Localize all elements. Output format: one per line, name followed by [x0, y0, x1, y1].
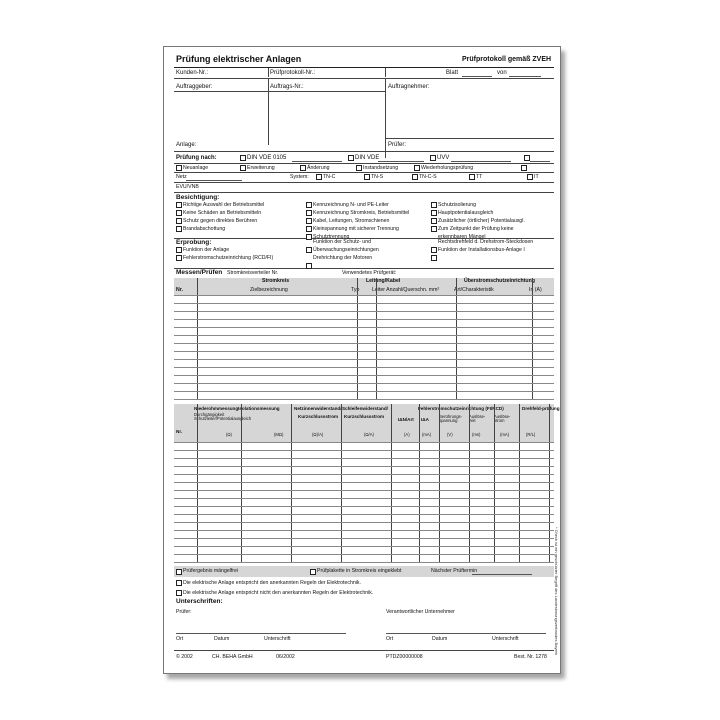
uvv-label: UVV: [437, 155, 450, 161]
table1-row-line: [174, 295, 554, 296]
sig-date-1: Datum: [214, 636, 230, 642]
table2-row-line: [174, 538, 554, 539]
table2-col-line-10: [549, 404, 550, 563]
trial-col2-item-0: Funktion der Schutz- und: [313, 239, 371, 245]
inspection-col3-item-4: erkennbaren Mängel: [438, 234, 486, 240]
table2-row-line: [174, 562, 554, 563]
table2-row-line: [174, 490, 554, 491]
table1-row-line: [174, 351, 554, 352]
checkbox-trial-col2-0[interactable]: [306, 247, 312, 253]
checkbox-inspection-col1-1[interactable]: [176, 210, 182, 216]
inspection-col1-item-1: Keine Schäden an Betriebsmitteln: [183, 210, 262, 216]
table2-col-line-5: [419, 404, 420, 563]
inspector-label: Prüfer:: [388, 142, 407, 148]
checkbox-trial-col1-1[interactable]: [176, 255, 182, 261]
table2-col-line-3: [341, 404, 342, 563]
table1-row-line: [174, 367, 554, 368]
table2-row-line: [174, 466, 554, 467]
table1-row-line: [174, 383, 554, 384]
checkbox-new-system[interactable]: [176, 165, 182, 171]
contractor-label: Auftragnehmer:: [388, 84, 430, 90]
din-vde-label: DIN VDE: [355, 155, 380, 161]
checkbox-trial-col1-0[interactable]: [176, 247, 182, 253]
inspection-col1-item-0: Richtige Auswahl der Betriebsmittel: [183, 202, 265, 208]
checkbox-trial-col3-1[interactable]: [431, 255, 437, 261]
t2-u-ma2: (mA): [500, 432, 510, 437]
checkbox-sticker[interactable]: [310, 569, 316, 575]
table1-row-line: [174, 303, 554, 304]
sig-date-2: Datum: [432, 636, 448, 642]
t2-net-res: Netzinnenwiderstand/: [294, 406, 342, 411]
checkbox-tt[interactable]: [469, 174, 475, 180]
table2-row-line: [174, 514, 554, 515]
inspection-col2-item-4: Schutztrennung: [313, 234, 350, 240]
inspection-col1-item-3: Brandabschottung: [183, 226, 226, 232]
non-compliant-label: Die elektrische Anlage entspricht nicht den anerkannten Regeln der Elektrotechnik.: [183, 590, 374, 596]
sticker-label: Prüfplakette in Stromkreis eingeklebt: [317, 568, 402, 574]
table2-row-line: [174, 474, 554, 475]
trial-col1-item-0: Funktion der Anlage: [183, 247, 230, 253]
footer-code: PTDZ00000008: [386, 654, 423, 660]
t2-u-oa: (Ω)/A): [312, 432, 324, 437]
table2-row-line: [174, 522, 554, 523]
inspection-col3-item-0: Schutzisolierung: [438, 202, 477, 208]
tn-c-s-label: TN-C-S: [419, 174, 437, 180]
it-label: IT: [534, 174, 539, 180]
checkbox-it[interactable]: [527, 174, 533, 180]
checkbox-inspection-col2-0[interactable]: [306, 202, 312, 208]
defect-free-label: Prüfergebnis mängelfrei: [183, 568, 239, 574]
new-system-label: Neuanlage: [183, 165, 209, 171]
t2-idn: IΔN/Art: [398, 417, 414, 422]
sig-signature-1: Unterschrift: [264, 636, 291, 642]
t2-touch: Berührungs-spannung: [439, 414, 463, 424]
system-label: Anlage:: [176, 142, 197, 148]
table2-row-line: [174, 442, 554, 443]
table1-row-line: [174, 335, 554, 336]
inspection-col3-item-3: Zum Zeitpunkt der Prüfung keine: [438, 226, 514, 232]
tt-label: TT: [476, 174, 483, 180]
protocol-no-label: Prüfprotokoll-Nr.:: [270, 70, 316, 76]
table2-col-line-8: [494, 404, 495, 563]
table2-row-line: [174, 450, 554, 451]
table2-row-line: [174, 458, 554, 459]
table1-row-line: [174, 327, 554, 328]
inspection-col2-item-1: Kennzeichnung Stromkreis, Betriebsmittel: [313, 210, 410, 216]
trial-col3-item-0: Rechtsdrehfeld d. Drehstrom-Steckdosen: [438, 239, 534, 245]
inspection-col1-item-2: Schutz gegen direktes Berühren: [183, 218, 258, 224]
table1-row-line: [174, 375, 554, 376]
network-label: Netz: [176, 174, 187, 180]
checkbox-tn-c-s[interactable]: [412, 174, 418, 180]
checkbox-defect-free[interactable]: [176, 569, 182, 575]
t2-u-mohm: (MΩ): [274, 432, 284, 437]
checkbox-inspection-col2-1[interactable]: [306, 210, 312, 216]
t2-u-oa2: (Ω/A): [364, 432, 374, 437]
checkbox-tn-s[interactable]: [364, 174, 370, 180]
inspection-label: Besichtigung:: [176, 194, 220, 201]
sig-place-1: Ort: [176, 636, 184, 642]
table1-row-line: [174, 311, 554, 312]
table1-col-line-2: [376, 278, 377, 399]
overcurrent-header: Überstromschutzeinrichtung: [464, 278, 535, 284]
inspection-col2-item-0: Kennzeichnung N- und PE-Leiter: [313, 202, 389, 208]
table1-row-line: [174, 399, 554, 400]
inspection-col3-item-1: Hauptpotentialausgleich: [438, 210, 494, 216]
sig-place-2: Ort: [386, 636, 394, 642]
checkbox-inspection-col3-2[interactable]: [431, 218, 437, 224]
t2-insulation: Isolationsmessung: [238, 406, 280, 411]
table1-row-line: [174, 391, 554, 392]
t2-loop-res: Schleifenwiderstand/: [342, 406, 388, 411]
t2-u-ohm: (Ω): [226, 432, 232, 437]
table2-row-line: [174, 498, 554, 499]
kind-header: Art/Charakteristik: [454, 287, 494, 293]
target-header: Zielbezeichnung: [250, 287, 288, 293]
measure-label: Messen/Prüfen: [176, 269, 223, 276]
t2-short: Kurzschlussstrom: [298, 414, 339, 419]
checkbox-inspection-col2-2[interactable]: [306, 218, 312, 224]
table1-row-line: [174, 359, 554, 360]
checkbox-other-2[interactable]: [521, 165, 527, 171]
order-no-label: Auftrags-Nr.:: [270, 84, 304, 90]
tn-c-label: TN-C: [323, 174, 336, 180]
checkbox-trial-col3-0[interactable]: [431, 247, 437, 253]
t2-ia: IΔA: [421, 417, 429, 422]
table2-col-line-9: [519, 404, 520, 563]
t2-trip-current: Auslöse-strom: [494, 414, 511, 424]
checkbox-inspection-col1-0[interactable]: [176, 202, 182, 208]
table2-col-line-1: [241, 404, 242, 563]
nr-header: Nr.: [176, 287, 183, 293]
sig-signature-2: Unterschrift: [492, 636, 519, 642]
table1-row-line: [174, 319, 554, 320]
device-label: Verwendetes Prüfgerät:: [342, 270, 397, 276]
trial-col3-item-1: Funktion der Installationsbus-Anlage I: [438, 247, 525, 253]
page-of-label: von: [497, 70, 507, 76]
checkbox-trial-col2-2[interactable]: [306, 263, 312, 269]
t2-u-a: (A): [404, 432, 410, 437]
checkbox-inspection-col2-3[interactable]: [306, 226, 312, 232]
inspection-col2-item-2: Kabel, Leitungen, Stromschienen: [313, 218, 390, 224]
table1-col-line-1: [357, 278, 358, 399]
checkbox-inspection-col3-0[interactable]: [431, 202, 437, 208]
table2-col-line-7: [469, 404, 470, 563]
t2-u-ma: (mA): [422, 432, 432, 437]
checkbox-uvv[interactable]: [430, 155, 436, 161]
repeat-test-label: Wiederholungsprüfung: [421, 165, 474, 171]
inspection-col2-item-3: Kleinspannung mit sicherer Trennung: [313, 226, 399, 232]
trial-col2-item-2: Drehrichtung der Motoren: [313, 255, 373, 261]
checkbox-compliant[interactable]: [176, 580, 182, 586]
footer-edition: 06/2002: [276, 654, 295, 660]
table1-row-line: [174, 343, 554, 344]
checkbox-modification[interactable]: [300, 165, 306, 171]
cable-header: Leitung/Kabel: [366, 278, 401, 284]
table2-row-line: [174, 482, 554, 483]
t2-u-v: (V): [447, 432, 453, 437]
checkbox-inspection-col3-1[interactable]: [431, 210, 437, 216]
t2-nr: Nr.: [176, 429, 183, 434]
signatures-label: Unterschriften:: [176, 598, 223, 605]
table2-row-line: [174, 554, 554, 555]
test-per-label: Prüfung nach:: [176, 155, 217, 161]
extension-label: Erweiterung: [247, 165, 275, 171]
table1-col-line-4: [532, 278, 533, 399]
table1-col-line-3: [456, 278, 457, 399]
client-label: Auftraggeber:: [176, 84, 213, 90]
table2-row-line: [174, 530, 554, 531]
t2-u-rl: (R/L): [526, 432, 536, 437]
table2-col-line-0: [197, 404, 198, 563]
typ-header: Typ: [351, 287, 360, 293]
system-type-label: System:: [290, 174, 309, 180]
checkbox-repair[interactable]: [356, 165, 362, 171]
checkbox-tn-c[interactable]: [316, 174, 322, 180]
circuit-header: Stromkreis: [262, 278, 290, 284]
footer-order-no: Best. Nr. 1278: [514, 654, 547, 660]
table2-row-line: [174, 546, 554, 547]
checkbox-non-compliant[interactable]: [176, 590, 182, 596]
table2-col-line-2: [291, 404, 292, 563]
in-header: In (A): [529, 287, 542, 293]
t2-low-res-sub: Durchgängigkeit Schutzleiter/Potentialausgleich: [194, 412, 252, 422]
t2-short2: Kurzschlussstrom: [344, 414, 385, 419]
checkbox-inspection-col1-3[interactable]: [176, 226, 182, 232]
distributor-label: Stromkreisverteiler Nr.: [227, 270, 279, 276]
checkbox-inspection-col1-2[interactable]: [176, 218, 182, 224]
t2-rcd: Fehlerstromschutzeinrichtung (FI/RCD): [418, 406, 504, 411]
table2-row-line: [174, 506, 554, 507]
checkbox-din-vde-0105[interactable]: [240, 155, 246, 161]
tn-s-label: TN-S: [371, 174, 384, 180]
page-label: Blatt: [446, 70, 459, 76]
repair-label: Instandsetzung: [363, 165, 399, 171]
din-vde-0105-label: DIN VDE 0105: [247, 155, 287, 161]
t2-trip-time: Auslöse-zeit: [469, 414, 486, 424]
trial-col1-item-1: Fehlerstromschutzeinrichtung (RCD/FI): [183, 255, 274, 261]
evu-label: EVU/VNB: [176, 184, 199, 190]
compliant-label: Die elektrische Anlage entspricht den anerkannten Regeln der Elektrotechnik.: [183, 580, 361, 586]
t2-rotation: Drehfeld-prüfung: [522, 406, 560, 411]
checkbox-extension[interactable]: [240, 165, 246, 171]
form-title: Prüfung elektrischer Anlagen: [176, 54, 302, 64]
conductor-header: Leiter Anzahl/Querschn. mm²: [372, 287, 440, 293]
checkbox-din-vde[interactable]: [348, 155, 354, 161]
protocol-sheet: [163, 46, 561, 674]
sig-inspector-label: Prüfer:: [176, 609, 192, 615]
table2-col-line-6: [439, 404, 440, 563]
checkbox-repeat-test[interactable]: [414, 165, 420, 171]
table1-col-line-0: [197, 278, 198, 399]
sig-responsible-label: Verantwortlicher Unternehmer: [386, 609, 455, 615]
customer-no-label: Kunden-Nr.:: [176, 70, 209, 76]
side-note: * Check ist ein geschützter Begriff des Landesinnungsverbandes Bayern: [554, 527, 559, 656]
table2-col-line-4: [391, 404, 392, 563]
inspection-col3-item-2: Zusätzlicher (örtlicher) Potentialausgl.: [438, 218, 525, 224]
footer-company: CH. BEHA GmbH: [212, 654, 253, 660]
protocol-title: Prüfprotokoll gemäß ZVEH: [462, 56, 552, 63]
t2-u-ms: (ms): [472, 432, 481, 437]
trial-label: Erprobung:: [176, 239, 212, 246]
next-date-label: Nächster Prüftermin: [431, 568, 478, 574]
checkbox-inspection-col3-3[interactable]: [431, 226, 437, 232]
checkbox-inspection-col2-4[interactable]: [306, 234, 312, 240]
trial-col2-item-1: Überwachungseinrichtungen: [313, 247, 379, 253]
modification-label: Änderung: [307, 165, 330, 171]
footer-copyright: © 2002: [176, 654, 193, 660]
t2-low-res: Niederohmmessung: [194, 406, 239, 411]
